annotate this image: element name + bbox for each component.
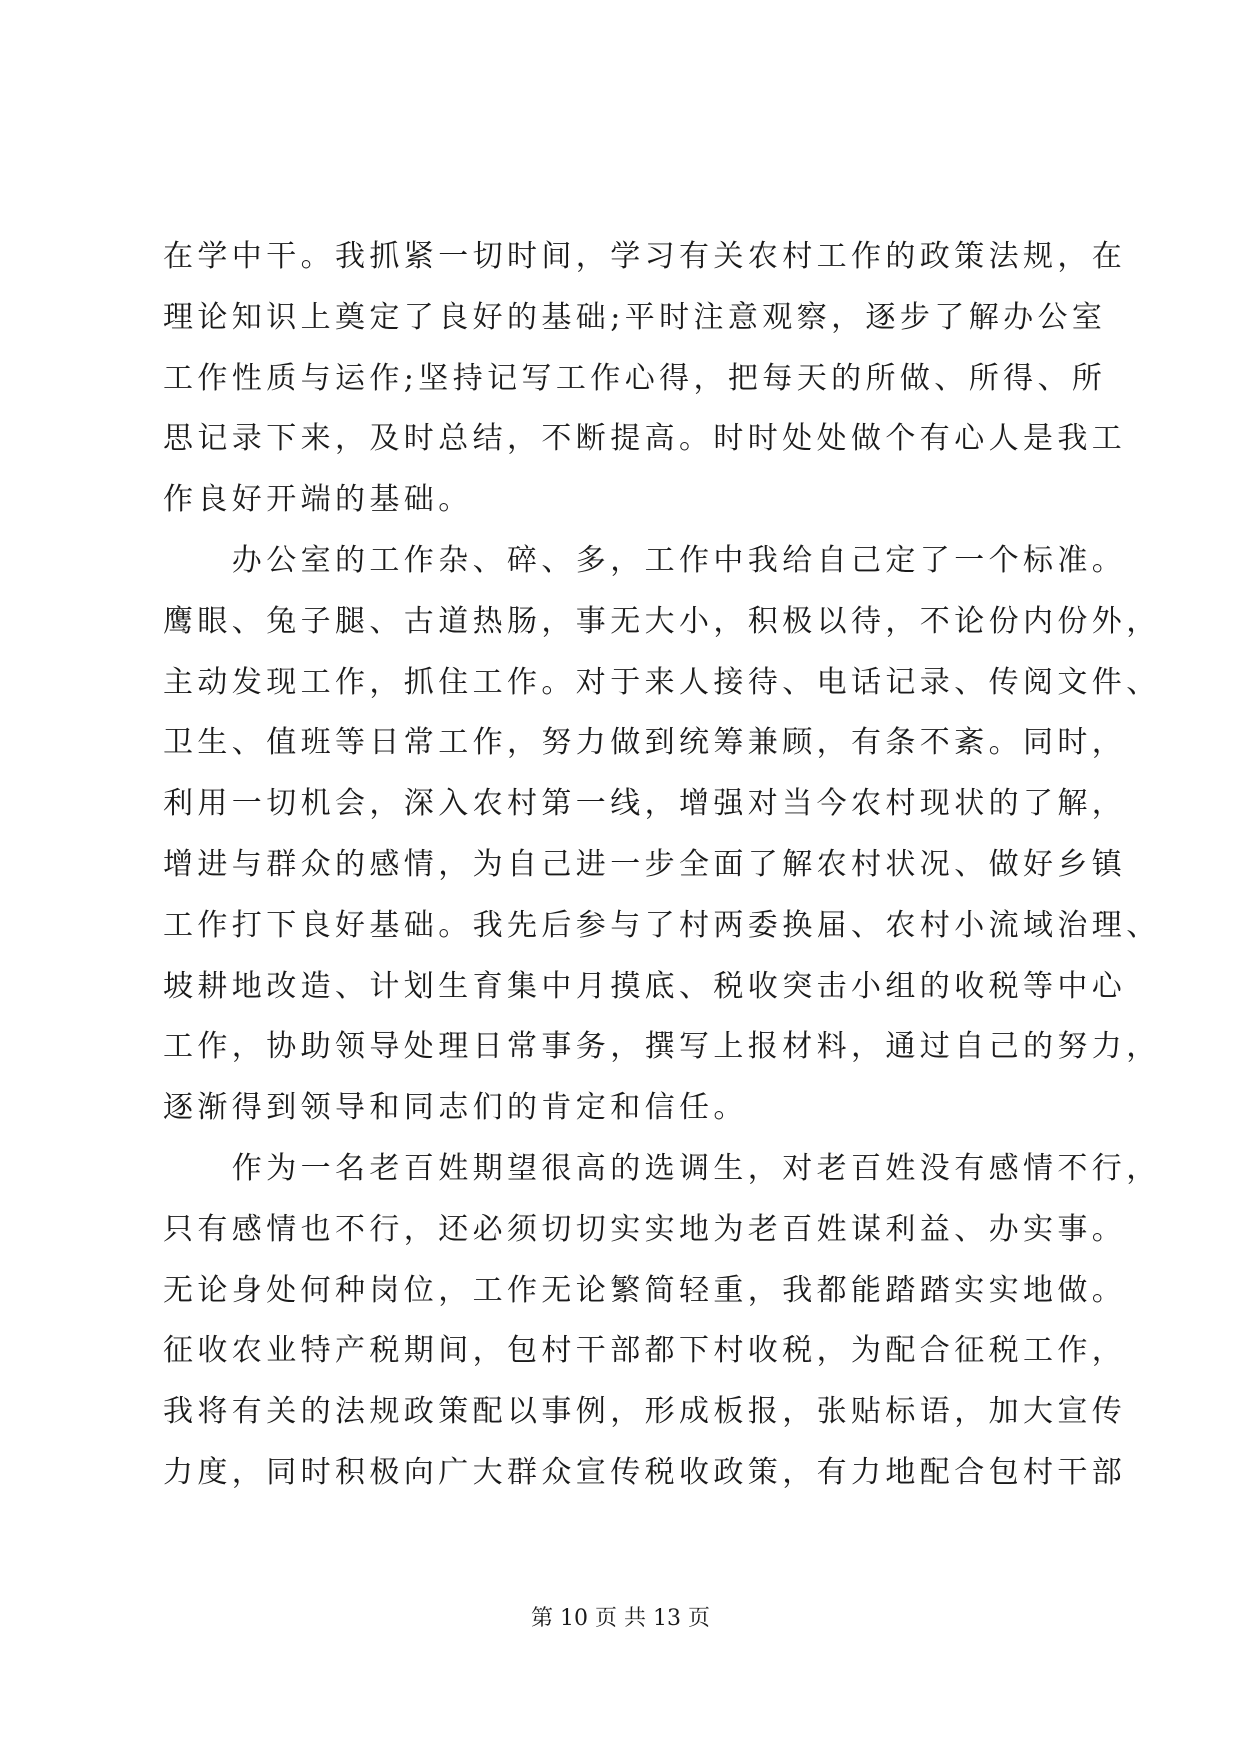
text-line: 工作，协助领导处理日常事务，撰写上报材料，通过自己的努力， [163, 1029, 1161, 1065]
text-line: 办公室的工作杂、碎、多，工作中我给自己定了一个标准。 [163, 542, 1127, 578]
text-line: 工作性质与运作;坚持记写工作心得，把每天的所做、所得、所 [163, 360, 1107, 396]
text-line: 理论知识上奠定了良好的基础;平时注意观察，逐步了解办公室 [163, 299, 1107, 335]
text-line: 我将有关的法规政策配以事例，形成板报，张贴标语，加大宣传 [163, 1394, 1127, 1430]
text-line: 力度，同时积极向广大群众宣传税收政策，有力地配合包村干部 [163, 1454, 1127, 1490]
text-line: 坡耕地改造、计划生育集中月摸底、税收突击小组的收税等中心 [163, 968, 1127, 1004]
text-line: 卫生、值班等日常工作，努力做到统筹兼顾，有条不紊。同时， [163, 725, 1127, 761]
text-line: 思记录下来，及时总结，不断提高。时时处处做个有心人是我工 [163, 421, 1127, 457]
text-line: 作为一名老百姓期望很高的选调生，对老百姓没有感情不行， [163, 1150, 1161, 1186]
text-line: 主动发现工作，抓住工作。对于来人接待、电话记录、传阅文件、 [163, 664, 1161, 700]
text-line: 增进与群众的感情，为自己进一步全面了解农村状况、做好乡镇 [163, 846, 1127, 882]
text-line: 无论身处何种岗位，工作无论繁简轻重，我都能踏踏实实地做。 [163, 1272, 1127, 1308]
text-line: 作良好开端的基础。 [163, 482, 473, 518]
text-line: 工作打下良好基础。我先后参与了村两委换届、农村小流域治理、 [163, 907, 1161, 943]
text-line: 逐渐得到领导和同志们的肯定和信任。 [163, 1090, 748, 1126]
text-line: 征收农业特产税期间，包村干部都下村收税，为配合征税工作， [163, 1333, 1127, 1369]
text-line: 鹰眼、兔子腿、古道热肠，事无大小，积极以待，不论份内份外， [163, 603, 1161, 639]
document-body [163, 227, 1161, 1504]
text-line: 只有感情也不行，还必须切切实实地为老百姓谋利益、办实事。 [163, 1211, 1127, 1247]
text-line: 在学中干。我抓紧一切时间，学习有关农村工作的政策法规，在 [163, 239, 1127, 274]
text-line: 利用一切机会，深入农村第一线，增强对当今农村现状的了解， [163, 786, 1127, 822]
page-footer: 第 10 页 共 13 页 [531, 1606, 710, 1631]
